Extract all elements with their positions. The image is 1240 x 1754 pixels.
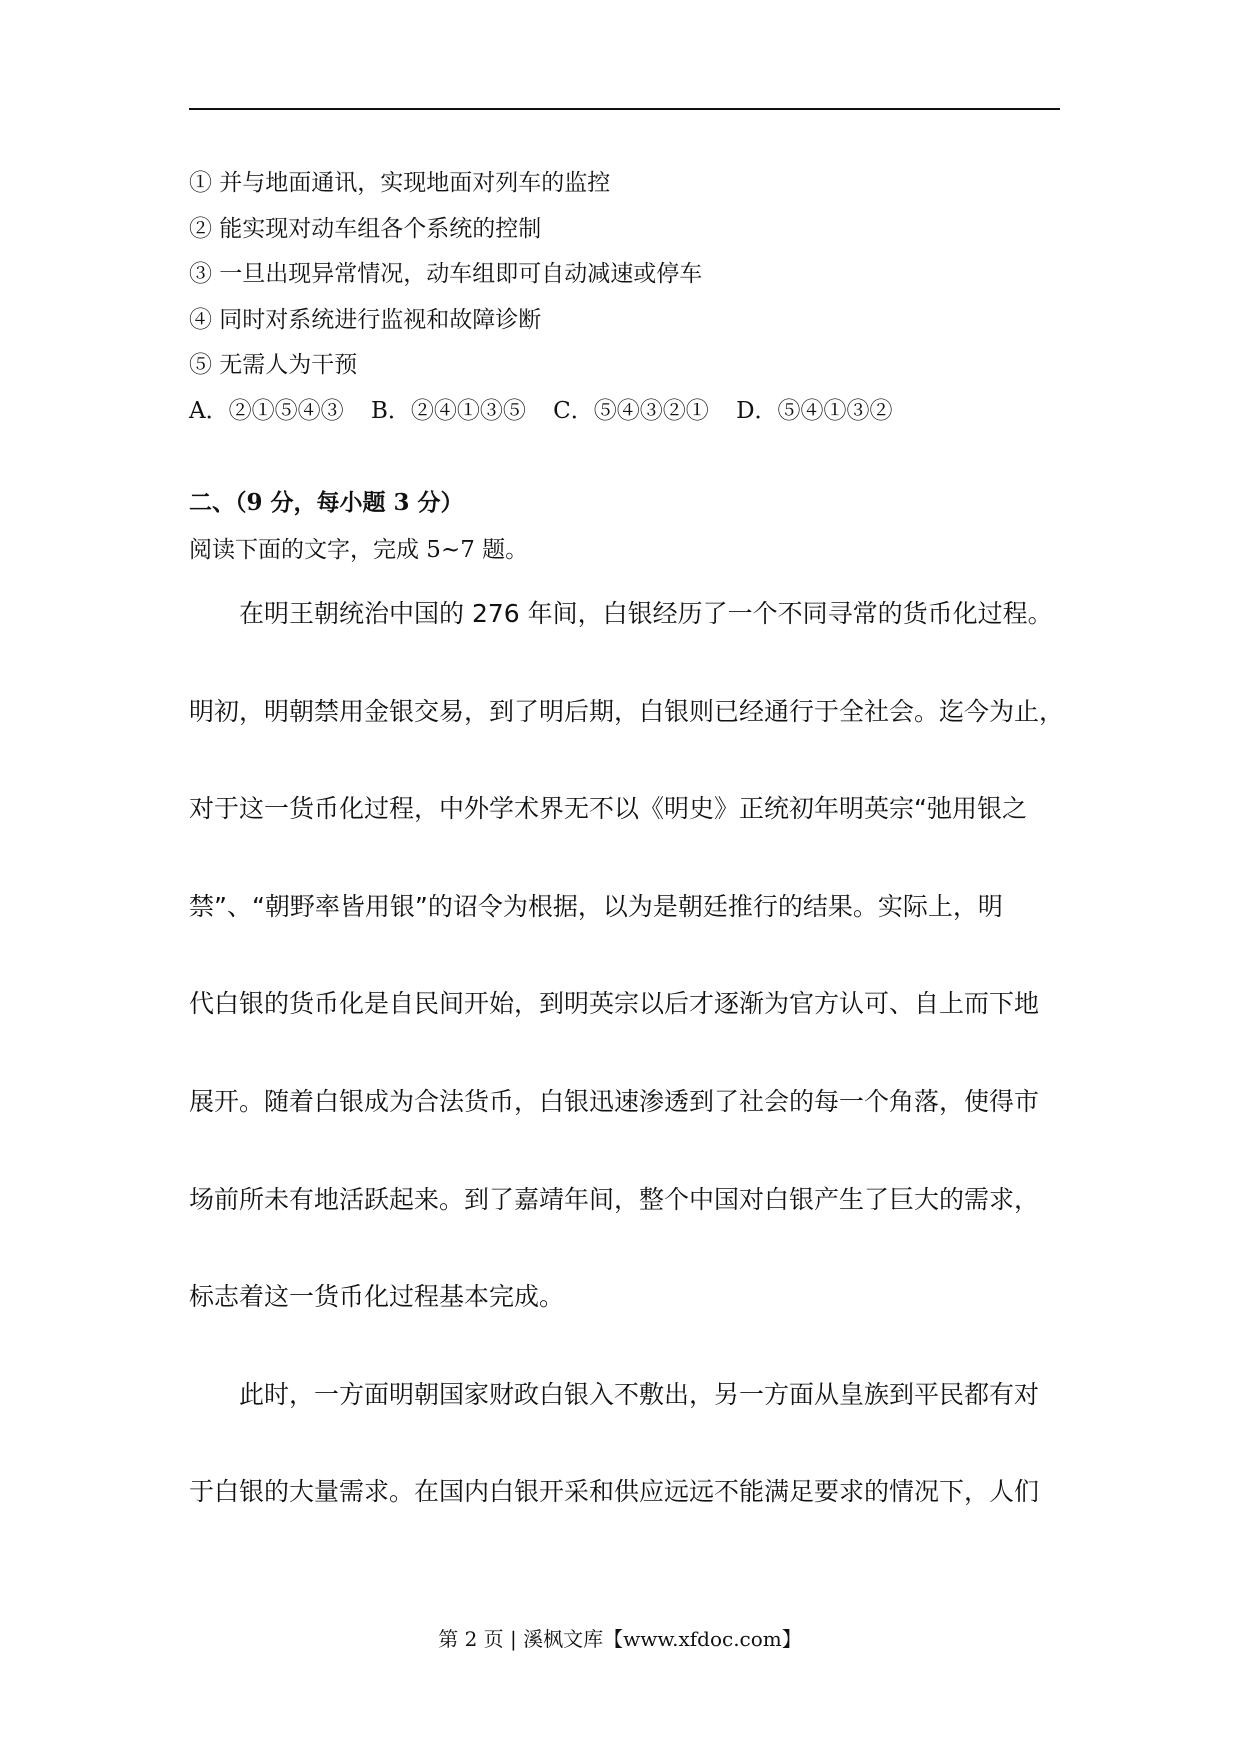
page-footer: 第 2 页 | 溪枫文库【www.xfdoc.com】 [438,1627,802,1651]
option-line-5: ⑤ 无需人为干预 [189,352,358,378]
passage-line-5: 代白银的货币化是自民间开始，到明英宗以后才逐渐为官方认可、自上而下地 [189,989,1040,1018]
passage-line-8: 标志着这一货币化过程基本完成。 [189,1282,565,1311]
passage-line-2: 明初，明朝禁用金银交易，到了明后期，白银则已经通行于全社会。迄今为止， [189,697,1065,726]
answer-choices [189,392,913,425]
choice-d: D．⑤④①③② [736,398,893,424]
passage-line-9: 此时，一方面明朝国家财政白银入不敷出，另一方面从皇族到平民都有对 [189,1380,1040,1409]
passage-line-6: 展开。随着白银成为合法货币，白银迅速渗透到了社会的每一个角落，使得市 [189,1087,1040,1116]
option-line-2: ② 能实现对动车组各个系统的控制 [189,216,542,242]
option-line-1: ① 并与地面通讯，实现地面对列车的监控 [189,170,611,196]
choice-a: A．②①⑤④③ [189,398,344,424]
option-line-4: ④ 同时对系统进行监视和故障诊断 [189,307,542,333]
passage-line-7: 场前所未有地活跃起来。到了嘉靖年间，整个中国对白银产生了巨大的需求， [189,1185,1040,1214]
choice-c: C．⑤④③②① [553,398,709,424]
passage-line-3: 对于这一货币化过程，中外学术界无不以《明史》正统初年明英宗“弛用银之 [189,794,1027,823]
option-line-3: ③ 一旦出现异常情况，动车组即可自动减速或停车 [189,261,703,287]
header-rule [189,108,1060,110]
section-heading: 二、（9 分，每小题 3 分） [189,489,464,516]
passage-line-10: 于白银的大量需求。在国内白银开采和供应远远不能满足要求的情况下，人们 [189,1477,1040,1506]
choice-b: B．②④①③⑤ [370,398,526,424]
passage-line-4: 禁”、“朝野率皆用银”的诏令为根据，以为是朝廷推行的结果。实际上，明 [189,892,1003,921]
passage-line-1: 在明王朝统治中国的 276 年间，白银经历了一个不同寻常的货币化过程。 [189,599,1053,628]
section-instruction: 阅读下面的文字，完成 5~7 题。 [189,537,529,563]
